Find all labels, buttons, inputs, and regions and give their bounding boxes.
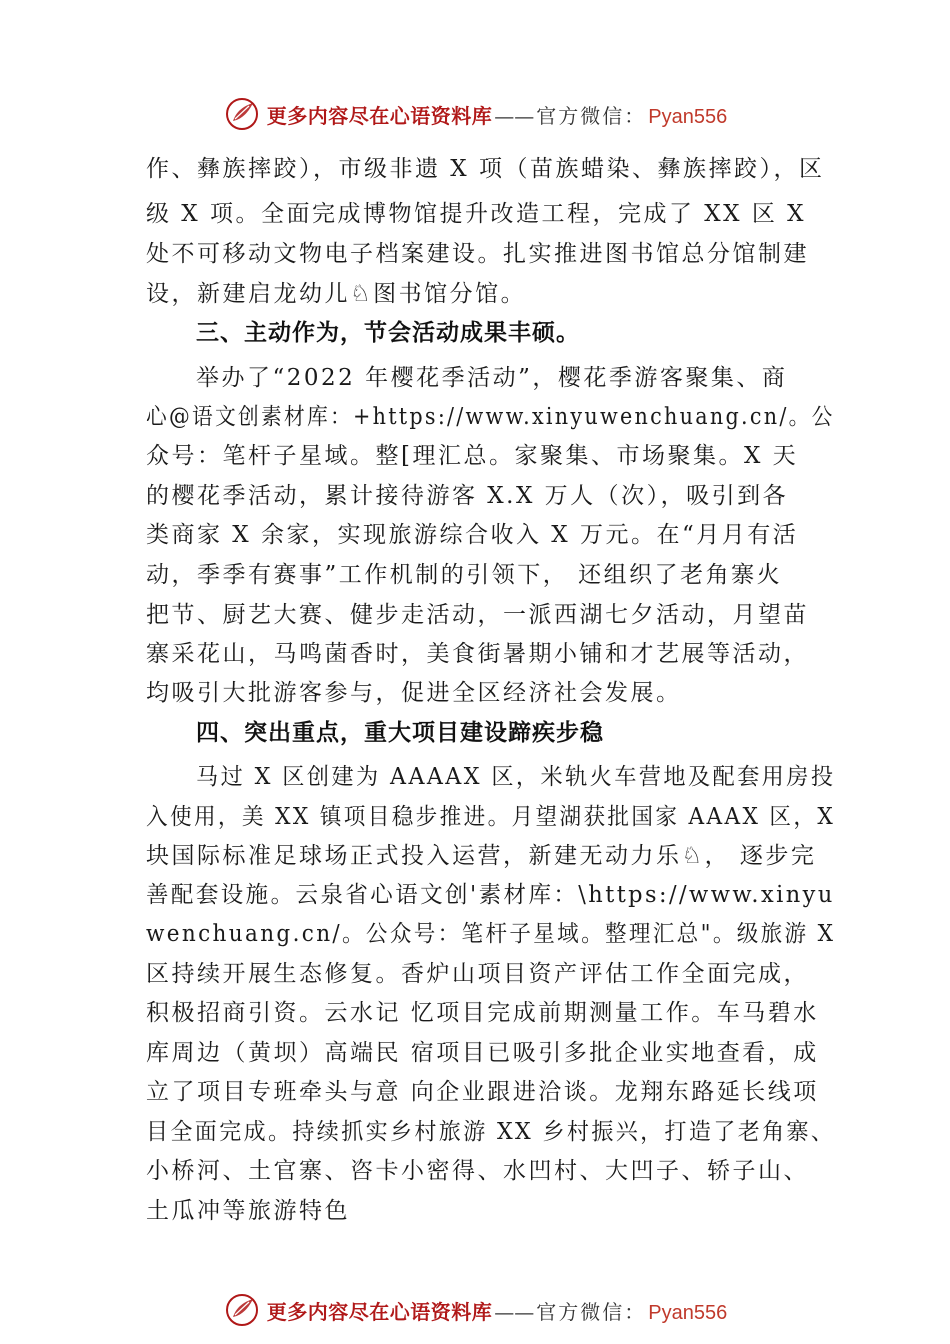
banner-wechat-label: 官方微信： [536,1299,647,1324]
leaf-logo-icon [223,95,261,133]
body-line: 的樱花季活动，累计接待游客 X.X 万人（次），吸引到各 [146,483,789,509]
body-line: 类商家 X 余家，实现旅游综合收入 X 万元。在“月月有活 [146,522,799,548]
banner-text [267,1296,727,1325]
banner-text [267,100,727,129]
body-line: 小桥河、土官寨、咨卡小密得、水凹村、大凹子、轿子山、 [146,1158,809,1184]
body-line: 把节、厨艺大赛、健步走活动，一派西湖七夕活动，月望苗 [146,602,809,628]
body-line: 库周边（黄坝）高端民 宿项目已吸引多批企业实地查看，成 [146,1040,819,1066]
body-line: wenchuang.cn/。公众号：笔杆子星域。整理汇总"。级旅游 X [146,921,836,947]
body-line: 众号：笔杆子星域。整[理汇总。家聚集、市场聚集。X 天 [146,443,799,469]
body-line: 举办了“2022 年樱花季活动”，樱花季游客聚集、商 [196,365,788,391]
body-line: 作、彝族摔跤），市级非遗 X 项（苗族蜡染、彝族摔跤），区 [146,156,825,182]
section-heading-four: 四、突出重点，重大项目建设蹄疾步稳 [196,720,604,746]
body-line: 土瓜冲等旅游特色 [146,1198,350,1224]
section-heading-three: 三、主动作为，节会活动成果丰硕。 [196,320,580,346]
body-line: 积极招商引资。云水记 忆项目完成前期测量工作。车马碧水 [146,1000,819,1026]
body-line: 心@语文创素材库：+https://www.xinyuwenchuang.cn/。公 [146,404,835,430]
banner-main-text: 更多内容尽在心语资料库 [266,103,493,128]
top-watermark-banner [0,94,950,134]
banner-wechat-id: Pyan556 [648,1301,728,1324]
banner-wechat-id: Pyan556 [648,105,728,128]
leaf-logo-icon [223,1291,261,1329]
body-line: 马过 X 区创建为 AAAAX 区，米轨火车营地及配套用房投 [196,764,836,790]
body-line: 目全面完成。持续抓实乡村旅游 XX 乡村振兴，打造了老角寨、 [146,1119,836,1145]
body-line: 寨采花山，马鸣菌香时，美食街暑期小铺和才艺展等活动， [146,641,809,667]
body-line: 块国际标准足球场正式投入运营，新建无动力乐♘， 逐步完 [146,843,817,869]
body-line: 动，季季有赛事”工作机制的引领下， 还组织了老角寨火 [146,562,783,588]
bottom-watermark-banner [0,1290,950,1330]
body-line: 均吸引大批游客参与，促进全区经济社会发展。 [146,680,682,706]
body-line: 善配套设施。云泉省心语文创'素材库：\https://www.xinyu [146,882,835,908]
body-line: 设，新建启龙幼儿♘图书馆分馆。 [146,281,527,307]
banner-wechat-label: 官方微信： [536,103,647,128]
body-line: 入使用，美 XX 镇项目稳步推进。月望湖获批国家 AAAX 区，X [146,804,836,830]
body-line: 处不可移动文物电子档案建设。扎实推进图书馆总分馆制建 [146,241,809,267]
body-line: 区持续开展生态修复。香炉山项目资产评估工作全面完成， [146,961,809,987]
body-line: 级 X 项。全面完成博物馆提升改造工程，完成了 XX 区 X [146,201,807,227]
banner-separator: —— [494,1299,535,1324]
banner-main-text: 更多内容尽在心语资料库 [266,1299,493,1324]
body-line: 立了项目专班牵头与意 向企业跟进洽谈。龙翔东路延长线项 [146,1079,819,1105]
banner-separator: —— [494,103,535,128]
